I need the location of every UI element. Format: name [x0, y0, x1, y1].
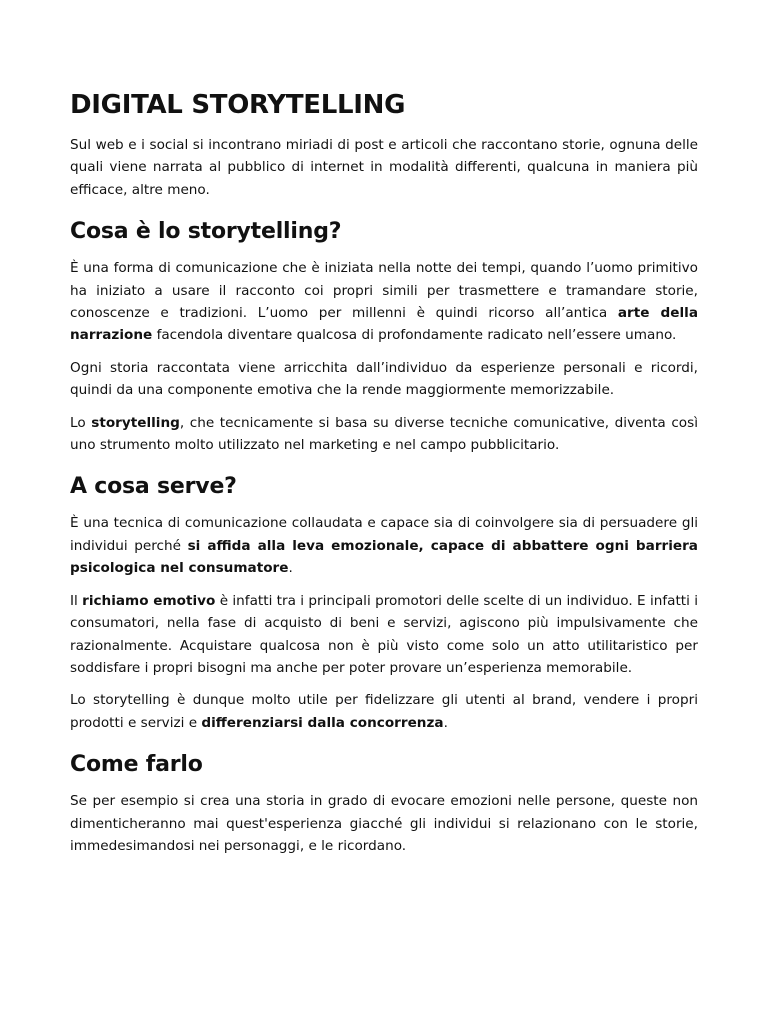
paragraph-text: Ogni storia raccontata viene arricchita dall’individuo da esperienze personali e ricordi, quindi da una componente emotiva che la rende maggiormente memorizzabile.	[70, 359, 698, 399]
intro-paragraph: Sul web e i social si incontrano miriadi di post e articoli che raccontano storie, ognuna delle quali viene narrata al pubblico di internet in modalità differenti, qualcuna in maniera più efficace, altre meno.	[70, 137, 698, 198]
paragraph-text: Lo	[70, 414, 92, 431]
paragraph	[70, 412, 698, 457]
paragraph	[70, 689, 698, 734]
paragraph-text: è infatti tra i principali promotori delle scelte di un individuo. E infatti i consumatori, nella fase di acquisto di beni e servizi, agiscono più impulsivamente che razionalmente. Acquistare qualcosa non è più visto come solo un atto utilitaristico per soddisfare i propri bisogni ma anche per poter provare un’esperienza memorabile.	[70, 592, 699, 676]
paragraph	[70, 590, 698, 680]
document-title: DIGITAL STORYTELLING	[70, 90, 406, 120]
paragraph-text: .	[443, 714, 448, 731]
paragraph-text: Se per esempio si crea una storia in grado di evocare emozioni nelle persone, queste non dimenticheranno mai quest'esperienza giacché gli individui si relazionano con le storie, immedesimandosi nei personaggi, e le ricordano.	[70, 793, 698, 854]
bold-text: richiamo emotivo	[82, 592, 216, 609]
section-heading-cosa-e: Cosa è lo storytelling?	[70, 219, 342, 245]
paragraph	[70, 790, 698, 857]
paragraph-text: Lo storytelling è dunque molto utile per fidelizzare gli utenti al brand, vendere i propri prodotti e servizi e	[70, 692, 698, 731]
bold-text: arte della narrazione	[70, 305, 698, 344]
paragraph-text: , che tecnicamente si basa su diverse tecniche comunicative, diventa così uno strumento molto utilizzato nel marketing e nel campo pubblicitario.	[70, 414, 698, 454]
section-heading-a-cosa-serve: A cosa serve?	[70, 474, 237, 500]
paragraph-text: È una tecnica di comunicazione collaudata e capace sia di coinvolgere sia di persuadere gli individui perché	[70, 515, 698, 554]
bold-text: storytelling	[91, 414, 180, 431]
document-page	[70, 88, 698, 867]
paragraph-text: Il	[70, 592, 83, 609]
paragraph-text: È una forma di comunicazione che è iniziata nella notte dei tempi, quando l’uomo primitivo ha iniziato a usare il racconto coi propri simili per trasmettere e tramandare storie, conoscenze e tradizioni. L’uomo per millenni è quindi ricorso all’antica	[70, 260, 698, 322]
paragraph	[70, 512, 698, 579]
paragraph	[70, 357, 698, 402]
paragraph	[70, 257, 698, 347]
bold-text: si affida alla leva emozionale, capace di abbattere ogni barriera psicologica nel consumatore	[70, 537, 698, 577]
bold-text: differenziarsi dalla concorrenza	[201, 714, 444, 731]
paragraph-text: .	[288, 560, 293, 577]
section-heading-come-farlo: Come farlo	[70, 752, 203, 778]
paragraph-text: facendola diventare qualcosa di profondamente radicato nell’essere umano.	[152, 327, 677, 344]
